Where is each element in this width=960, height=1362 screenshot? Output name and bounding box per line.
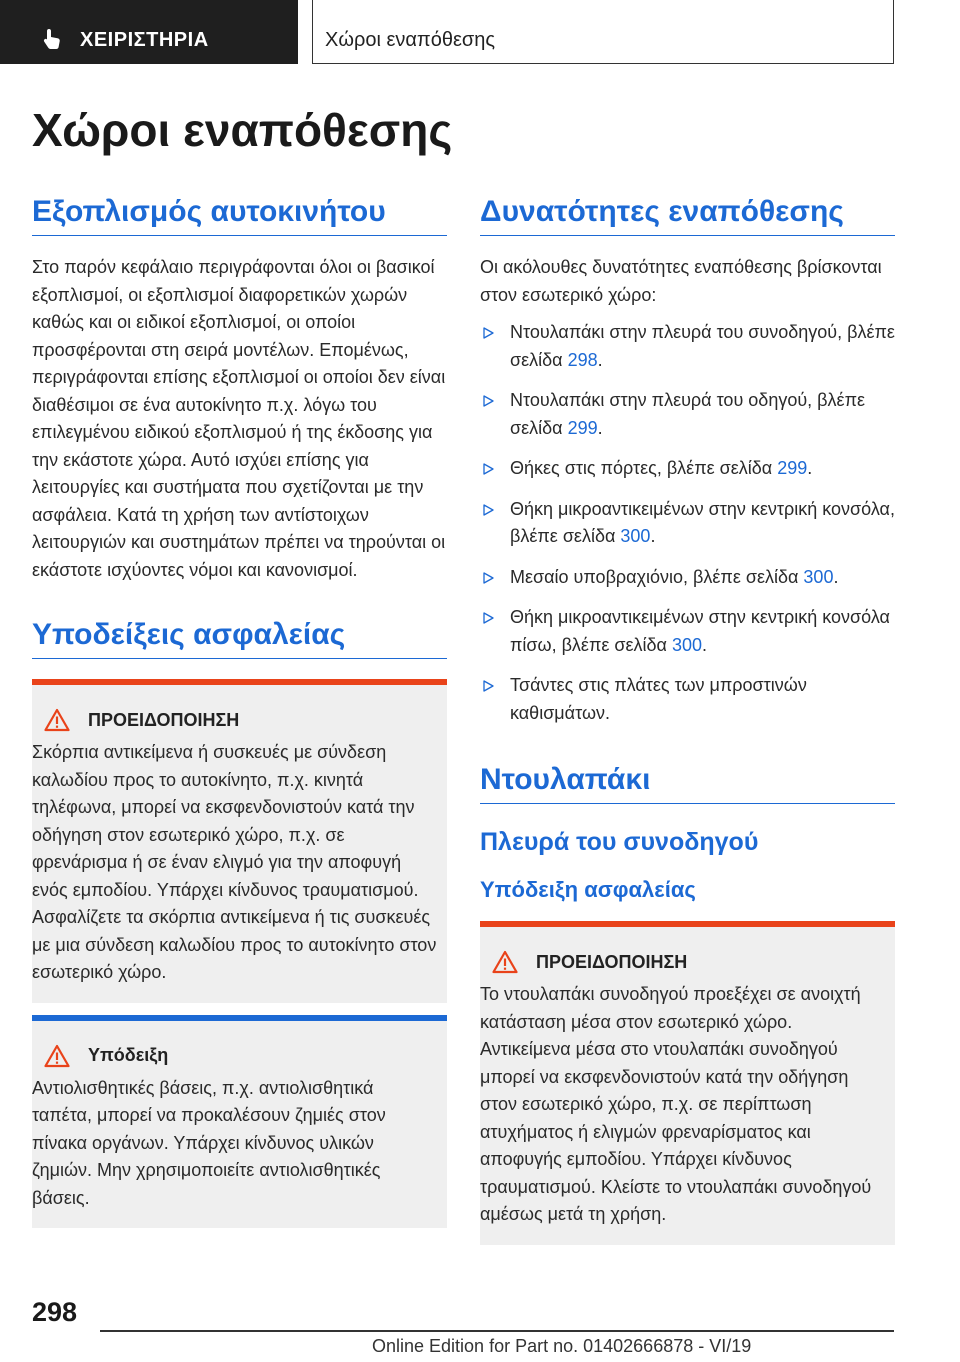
list-item-end: . xyxy=(702,634,708,655)
list-item-text: Μεσαίο υποβραχιόνιο, βλέπε σελίδα xyxy=(510,566,804,587)
warning-title: ΠΡΟΕΙΔΟΠΟΙΗΣΗ xyxy=(88,709,240,730)
list-item-text: Ντουλαπάκι στην πλευρά του συνοδηγού, βλέπε σελίδα xyxy=(510,322,895,370)
list-item-end: . xyxy=(597,417,603,438)
warning-triangle-icon xyxy=(44,708,70,732)
page-reference-link[interactable]: 300 xyxy=(620,526,651,546)
chapter-tab[interactable] xyxy=(0,0,298,64)
glovebox-heading: Ντουλαπάκι xyxy=(480,763,895,804)
list-item-end: . xyxy=(833,566,839,587)
storage-options-heading: Δυνατότητες εναπόθεσης xyxy=(480,195,895,236)
glovebox-warning-text: Το ντουλαπάκι συνοδηγού προεξέχει σε ανοιχτή κατάσταση μέσα στον εσωτερικό χώρο. Αντικείμενα μέσα στο ντουλαπάκι συνοδηγού μπορεί να εκσφενδονιστούν κατά την οδήγηση στον εσωτερικό χώρο, π.χ. σε περίπτωση ατυχήματος ή ελιγμών φρεναρίσματος και αποφυγής εμποδίου. Υπάρχει κίνδυνος τραυματισμού. Κλείστε το ντουλαπάκι συνοδηγού αμέσως μετά τη χρήση. xyxy=(480,984,872,1224)
warning-title: ΠΡΟΕΙΔΟΠΟΙΗΣΗ xyxy=(536,951,688,972)
triangle-bullet-icon xyxy=(482,504,494,516)
triangle-bullet-icon xyxy=(482,572,494,584)
equipment-heading: Εξοπλισμός αυτοκινήτου xyxy=(32,195,447,236)
warning-head xyxy=(480,927,895,975)
warning-text: Σκόρπια αντικείμενα ή συσκευές με σύνδεση καλωδίου προς το αυτοκίνητο, π.χ. κινητά τηλέφωνα, μπορεί να εκσφενδονιστούν κατά την οδήγηση στον εσωτερικό χώρο, π.χ. σε φρενάρισμα ή σε έναν ελιγμό για την αποφυγή ενός εμποδίου. Υπάρχει κίνδυνος τραυματισμού. Ασφαλίζετε τα σκόρπια αντικείμενα ή τις συσκευές με μια σύνδεση καλωδίου προς το αυτοκίνητο στον εσωτερικό χώρο. xyxy=(32,742,437,982)
list-item xyxy=(480,319,895,374)
safety-heading: Υποδείξεις ασφαλείας xyxy=(32,618,447,659)
footer-rule xyxy=(100,1330,894,1332)
note-title: Υπόδειξη xyxy=(88,1045,169,1065)
warning-triangle-icon xyxy=(44,1044,70,1068)
list-item-text: Ντουλαπάκι στην πλευρά του οδηγού, βλέπε σελίδα xyxy=(510,390,866,438)
note-box xyxy=(32,1015,447,1229)
list-item xyxy=(480,564,895,592)
warning-triangle-icon xyxy=(492,950,518,974)
glovebox-warning-box xyxy=(480,921,895,1245)
page-reference-link[interactable]: 299 xyxy=(777,458,808,478)
list-item-text: Θήκες στις πόρτες, βλέπε σελίδα xyxy=(510,458,778,478)
right-column xyxy=(480,195,895,1245)
list-item xyxy=(480,496,895,551)
list-item xyxy=(480,672,895,727)
left-column xyxy=(32,195,447,1228)
list-item-end: . xyxy=(597,349,603,370)
triangle-bullet-icon xyxy=(482,395,494,407)
page-title: Χώροι εναπόθεσης xyxy=(32,104,453,156)
safety-note-heading: Υπόδειξη ασφαλείας xyxy=(480,877,696,902)
warning-box xyxy=(32,679,447,1003)
list-item-end: . xyxy=(807,458,813,478)
triangle-bullet-icon xyxy=(482,612,494,624)
triangle-bullet-icon xyxy=(482,327,494,339)
equipment-text: Στο παρόν κεφάλαιο περιγράφονται όλοι οι βασικοί εξοπλισμοί, οι εξοπλισμοί διαφορετικών χωρών καθώς και οι ειδικοί εξοπλισμοί, οι οποίοι προσφέρονται στη σειρά μοντέλων. Επομένως, περιγράφονται επίσης εξοπλισμοί οι οποίοι δεν είναι διαθέσιμοι σε ένα αυτοκίνητο π.χ. λόγω του επιλεγμένου ειδικού εξοπλισμού ή της έκδοσης για την εκάστοτε χώρα. Αυτό ισχύει επίσης για λειτουργίες και συστήματα που σχετίζονται με την ασφάλεια. Κατά τη χρήση των αντίστοιχων λειτουργιών και συστημάτων πρέπει να τηρούνται οι εκάστοτε ισχύοντες νόμοι και κανονισμοί. xyxy=(32,257,446,580)
note-head xyxy=(32,1021,447,1069)
warning-head xyxy=(32,685,447,733)
storage-list xyxy=(480,319,895,727)
breadcrumb-label: Χώροι εναπόθεσης xyxy=(325,29,495,51)
chapter-tab-label: ΧΕΙΡΙΣΤΗΡΙΑ xyxy=(80,29,209,51)
list-item-text: Θήκη μικροαντικειμένων στην κεντρική κονσόλα, βλέπε σελίδα xyxy=(510,498,895,546)
triangle-bullet-icon xyxy=(482,680,494,692)
list-item-text: Τσάντες στις πλάτες των μπροστινών καθισμάτων. xyxy=(510,675,807,723)
page-reference-link[interactable]: 300 xyxy=(803,566,834,587)
page-reference-link[interactable]: 300 xyxy=(671,634,703,655)
edition-note: Online Edition for Part no. 01402666878 - VI/19 xyxy=(372,1336,752,1356)
page-reference-link[interactable]: 298 xyxy=(567,349,598,370)
note-text: Αντιολισθητικές βάσεις, π.χ. αντιολισθητικά ταπέτα, μπορεί να προκαλέσουν ζημιές στον πίνακα οργάνων. Υπάρχει κίνδυνος υλικών ζημιών. Μην χρησιμοποιείτε αντιολισθητικές βάσεις. xyxy=(32,1077,386,1208)
page-number: 298 xyxy=(32,1297,78,1327)
storage-intro: Οι ακόλουθες δυνατότητες εναπόθεσης βρίσκονται στον εσωτερικό χώρο: xyxy=(480,257,882,305)
triangle-bullet-icon xyxy=(482,463,494,475)
page-reference-link[interactable]: 299 xyxy=(567,417,598,438)
hand-pointer-icon xyxy=(40,27,64,51)
passenger-side-heading: Πλευρά του συνοδηγού xyxy=(480,828,759,856)
breadcrumb xyxy=(312,0,894,64)
list-item xyxy=(480,455,895,483)
list-item xyxy=(480,387,895,442)
list-item-end: . xyxy=(650,526,656,546)
list-item-text: Θήκη μικροαντικειμένων στην κεντρική κονσόλα πίσω, βλέπε σελίδα xyxy=(510,607,890,655)
list-item xyxy=(480,604,895,659)
